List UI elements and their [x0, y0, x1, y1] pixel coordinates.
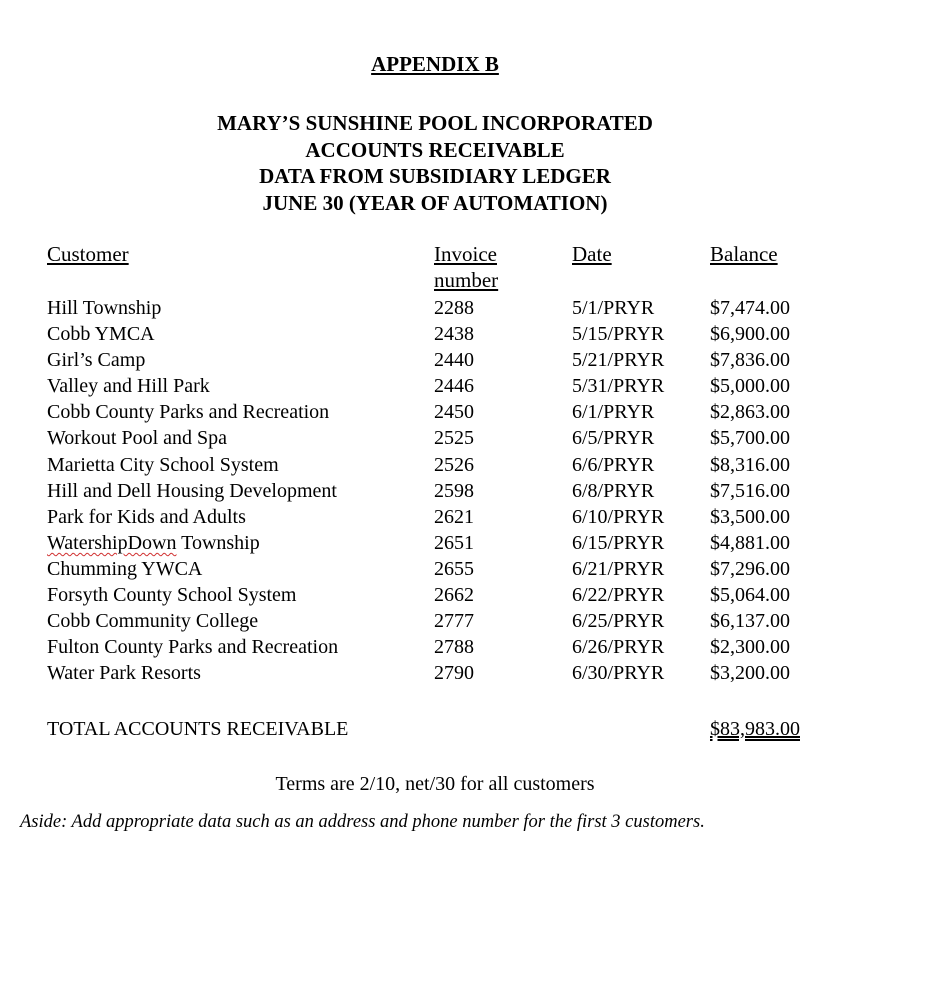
- invoice-cell: 2788: [434, 636, 474, 659]
- total-label: TOTAL ACCOUNTS RECEIVABLE: [47, 718, 349, 740]
- invoice-cell: 2446: [434, 375, 474, 398]
- customer-cell: Valley and Hill Park: [47, 375, 210, 398]
- table-row: [0, 608, 938, 634]
- column-header-customer: Customer: [47, 242, 129, 266]
- date-cell: 6/15/PRYR: [572, 531, 665, 554]
- table-row: [0, 452, 938, 478]
- balance-cell: $6,900.00: [710, 323, 790, 346]
- table-row: [0, 660, 938, 686]
- invoice-header-line-2: number: [434, 268, 499, 292]
- table-row: [0, 425, 938, 451]
- customer-cell: Water Park Resorts: [47, 662, 201, 685]
- invoice-cell: 2598: [434, 479, 474, 502]
- table-row: [0, 530, 938, 556]
- date-cell: 6/21/PRYR: [572, 557, 665, 580]
- report-source: DATA FROM SUBSIDIARY LEDGER: [259, 164, 611, 188]
- date-cell: 5/21/PRYR: [572, 349, 665, 372]
- balance-cell: $7,836.00: [710, 349, 790, 372]
- table-row: [0, 478, 938, 504]
- table-row: [0, 504, 938, 530]
- balance-cell: $3,500.00: [710, 505, 790, 528]
- balance-cell: $5,064.00: [710, 584, 790, 607]
- balance-cell: $7,296.00: [710, 557, 790, 580]
- table-row: [0, 295, 938, 321]
- customer-cell: Cobb YMCA: [47, 323, 155, 346]
- table-row: [0, 582, 938, 608]
- customer-cell-rest: Township: [176, 531, 260, 554]
- date-cell: 5/31/PRYR: [572, 375, 665, 398]
- aside-note: Aside: Add appropriate data such as an address and phone number for the first 3 customers.: [20, 812, 705, 832]
- date-cell: 6/30/PRYR: [572, 662, 665, 685]
- customer-cell: Cobb County Parks and Recreation: [47, 401, 330, 424]
- column-header-date: Date: [572, 242, 612, 266]
- customer-cell: Workout Pool and Spa: [47, 427, 228, 450]
- date-cell: 6/10/PRYR: [572, 505, 665, 528]
- balance-cell: $8,316.00: [710, 453, 790, 476]
- balance-cell: $7,474.00: [710, 297, 790, 319]
- customer-cell: Chumming YWCA: [47, 557, 203, 580]
- column-header-invoice: [434, 241, 498, 293]
- customer-cell: Park for Kids and Adults: [47, 505, 246, 528]
- table-row: [0, 634, 938, 660]
- column-header-balance: Balance: [710, 242, 778, 266]
- date-cell: 6/5/PRYR: [572, 427, 655, 450]
- customer-cell: Hill and Dell Housing Development: [47, 479, 337, 502]
- invoice-cell: 2440: [434, 349, 474, 372]
- invoice-cell: 2288: [434, 297, 474, 319]
- invoice-cell: 2655: [434, 557, 474, 580]
- date-cell: 6/8/PRYR: [572, 479, 655, 502]
- table-row: [0, 347, 938, 373]
- balance-cell: $3,200.00: [710, 662, 790, 685]
- date-cell: 6/22/PRYR: [572, 584, 665, 607]
- table-row: [0, 556, 938, 582]
- invoice-cell: 2450: [434, 401, 474, 424]
- report-date: JUNE 30 (YEAR OF AUTOMATION): [262, 190, 608, 215]
- date-cell: 5/15/PRYR: [572, 323, 665, 346]
- company-name: MARY’S SUNSHINE POOL INCORPORATED: [217, 111, 653, 135]
- date-cell: 6/6/PRYR: [572, 453, 655, 476]
- date-cell: 6/1/PRYR: [572, 401, 655, 424]
- ledger-table: [0, 295, 938, 686]
- appendix-heading: APPENDIX B: [371, 52, 499, 76]
- date-cell: 5/1/PRYR: [572, 297, 655, 319]
- invoice-cell: 2621: [434, 505, 474, 528]
- customer-cell: Girl’s Camp: [47, 349, 146, 372]
- table-row: [0, 373, 938, 399]
- spellcheck-flagged-word: WatershipDown: [47, 531, 177, 554]
- invoice-header-line-1: Invoice: [434, 242, 497, 266]
- invoice-cell: 2526: [434, 453, 474, 476]
- customer-cell: Hill Township: [47, 297, 162, 319]
- customer-cell: Fulton County Parks and Recreation: [47, 636, 339, 659]
- balance-cell: $2,863.00: [710, 401, 790, 424]
- total-value: $83,983.00: [710, 718, 800, 740]
- date-cell: 6/25/PRYR: [572, 610, 665, 633]
- table-row: [0, 399, 938, 425]
- balance-cell: $5,700.00: [710, 427, 790, 450]
- invoice-cell: 2790: [434, 662, 474, 685]
- invoice-cell: 2438: [434, 323, 474, 346]
- balance-cell: $7,516.00: [710, 479, 790, 502]
- customer-cell: [47, 530, 260, 556]
- invoice-cell: 2651: [434, 531, 474, 554]
- customer-cell: Marietta City School System: [47, 453, 279, 476]
- balance-cell: $6,137.00: [710, 610, 790, 633]
- customer-cell: Forsyth County School System: [47, 584, 297, 607]
- invoice-cell: 2777: [434, 610, 474, 633]
- balance-cell: $4,881.00: [710, 531, 790, 554]
- report-title-block: [0, 110, 870, 216]
- invoice-cell: 2662: [434, 584, 474, 607]
- date-cell: 6/26/PRYR: [572, 636, 665, 659]
- payment-terms: Terms are 2/10, net/30 for all customers: [275, 773, 595, 795]
- invoice-cell: 2525: [434, 427, 474, 450]
- balance-cell: $5,000.00: [710, 375, 790, 398]
- report-subtitle: ACCOUNTS RECEIVABLE: [305, 137, 565, 162]
- customer-cell: Cobb Community College: [47, 610, 259, 633]
- table-row: [0, 321, 938, 347]
- balance-cell: $2,300.00: [710, 636, 790, 659]
